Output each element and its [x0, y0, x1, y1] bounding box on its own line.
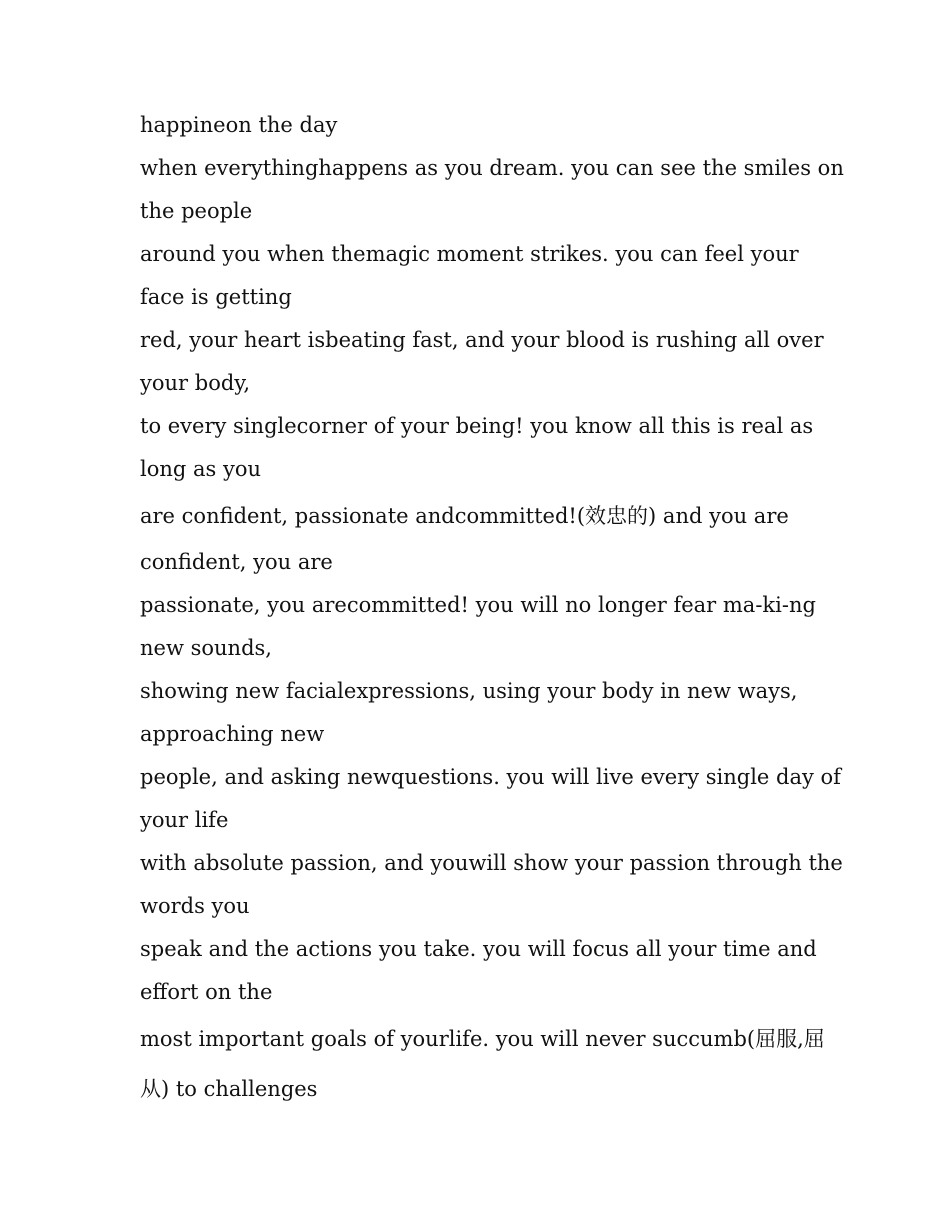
text-line: words you — [140, 894, 250, 918]
text-line: happineon the day — [140, 113, 338, 137]
text-line: effort on the — [140, 980, 273, 1004]
text-line: approaching new — [140, 722, 325, 746]
text-line: most important goals of yourlife. you will never succumb(屈服,屈 — [140, 1027, 825, 1051]
text-line: are confident, passionate andcommitted!(效忠的) and you are — [140, 504, 789, 528]
text-line: the people — [140, 199, 253, 223]
text-line: your life — [140, 808, 229, 832]
text-line: new sounds, — [140, 636, 272, 660]
text-line: confident, you are — [140, 550, 333, 574]
text-line: speak and the actions you take. you will focus all your time and — [140, 937, 817, 961]
text-line: passionate, you arecommitted! you will no longer fear ma-ki-ng — [140, 593, 816, 617]
text-line: people, and asking newquestions. you will live every single day of — [140, 765, 841, 789]
text-line: red, your heart isbeating fast, and your blood is rushing all over — [140, 328, 824, 352]
body-text — [140, 104, 844, 1114]
text-line: showing new facialexpressions, using your body in new ways, — [140, 679, 798, 703]
text-line: your body, — [140, 371, 251, 395]
text-line: 从) to challenges — [140, 1077, 318, 1101]
text-line: face is getting — [140, 285, 292, 309]
text-line: long as you — [140, 457, 262, 481]
text-line: when everythinghappens as you dream. you can see the smiles on — [140, 156, 844, 180]
text-line: with absolute passion, and youwill show your passion through the — [140, 851, 843, 875]
text-line: to every singlecorner of your being! you know all this is real as — [140, 414, 814, 438]
text-line: around you when themagic moment strikes. you can feel your — [140, 242, 799, 266]
